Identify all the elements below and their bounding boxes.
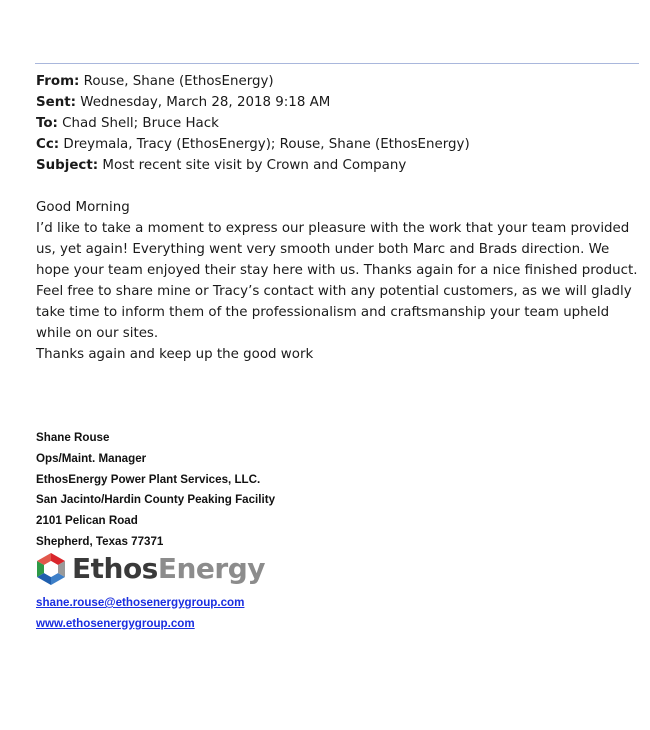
header-value: Chad Shell; Bruce Hack (57, 116, 219, 131)
signature-title: Ops/Maint. Manager (36, 451, 147, 465)
header-label: Sent: (36, 95, 77, 110)
header-value: Rouse, Shane (EthosEnergy) (79, 74, 274, 89)
signature-street: 2101 Pelican Road (36, 514, 138, 528)
body-paragraph: I’d like to take a moment to express our pleasure with the work that your team provided us, yet again! Everything went very smooth under both Marc and Brads direction. We hope your team enjoyed their stay here with us. Thanks again for a nice finished product. Feel free to share mine or Tracy’s contact with any potential customers, as we will gladly take time to inform them of the professionalism and craftsmanship your team upheld while on our sites. (36, 221, 638, 341)
header-divider (35, 63, 639, 64)
header-label: Cc: (36, 137, 60, 152)
header-to (36, 113, 636, 134)
header-value: Wednesday, March 28, 2018 9:18 AM (76, 95, 331, 110)
ethosenergy-logo-mark-icon (34, 552, 68, 586)
signature-links (36, 592, 244, 634)
email-link[interactable]: shane.rouse@ethosenergygroup.com (36, 596, 245, 609)
email-headers (36, 71, 636, 176)
header-from (36, 71, 636, 92)
header-sent (36, 92, 636, 113)
signature-facility: San Jacinto/Hardin County Peaking Facility (36, 493, 276, 507)
website-link[interactable]: www.ethosenergygroup.com (36, 617, 195, 630)
ethosenergy-logo (34, 550, 265, 588)
email-body (36, 197, 642, 365)
signature-company: EthosEnergy Power Plant Services, LLC. (36, 472, 261, 486)
header-label: Subject: (36, 158, 99, 173)
signature-name: Shane Rouse (36, 431, 110, 444)
header-label: To: (36, 116, 58, 131)
greeting: Good Morning (36, 200, 130, 215)
closing-line: Thanks again and keep up the good work (36, 347, 314, 362)
logo-word-energy: Energy (157, 552, 266, 585)
header-value: Most recent site visit by Crown and Company (98, 158, 407, 173)
header-label: From: (36, 74, 80, 89)
header-cc (36, 134, 636, 155)
signature-block (36, 428, 636, 553)
signature-city: Shepherd, Texas 77371 (36, 534, 164, 548)
logo-wordmark (72, 550, 265, 588)
header-value: Dreymala, Tracy (EthosEnergy); Rouse, Shane (EthosEnergy) (59, 137, 470, 152)
header-subject (36, 155, 636, 176)
logo-word-ethos: Ethos (72, 552, 158, 585)
